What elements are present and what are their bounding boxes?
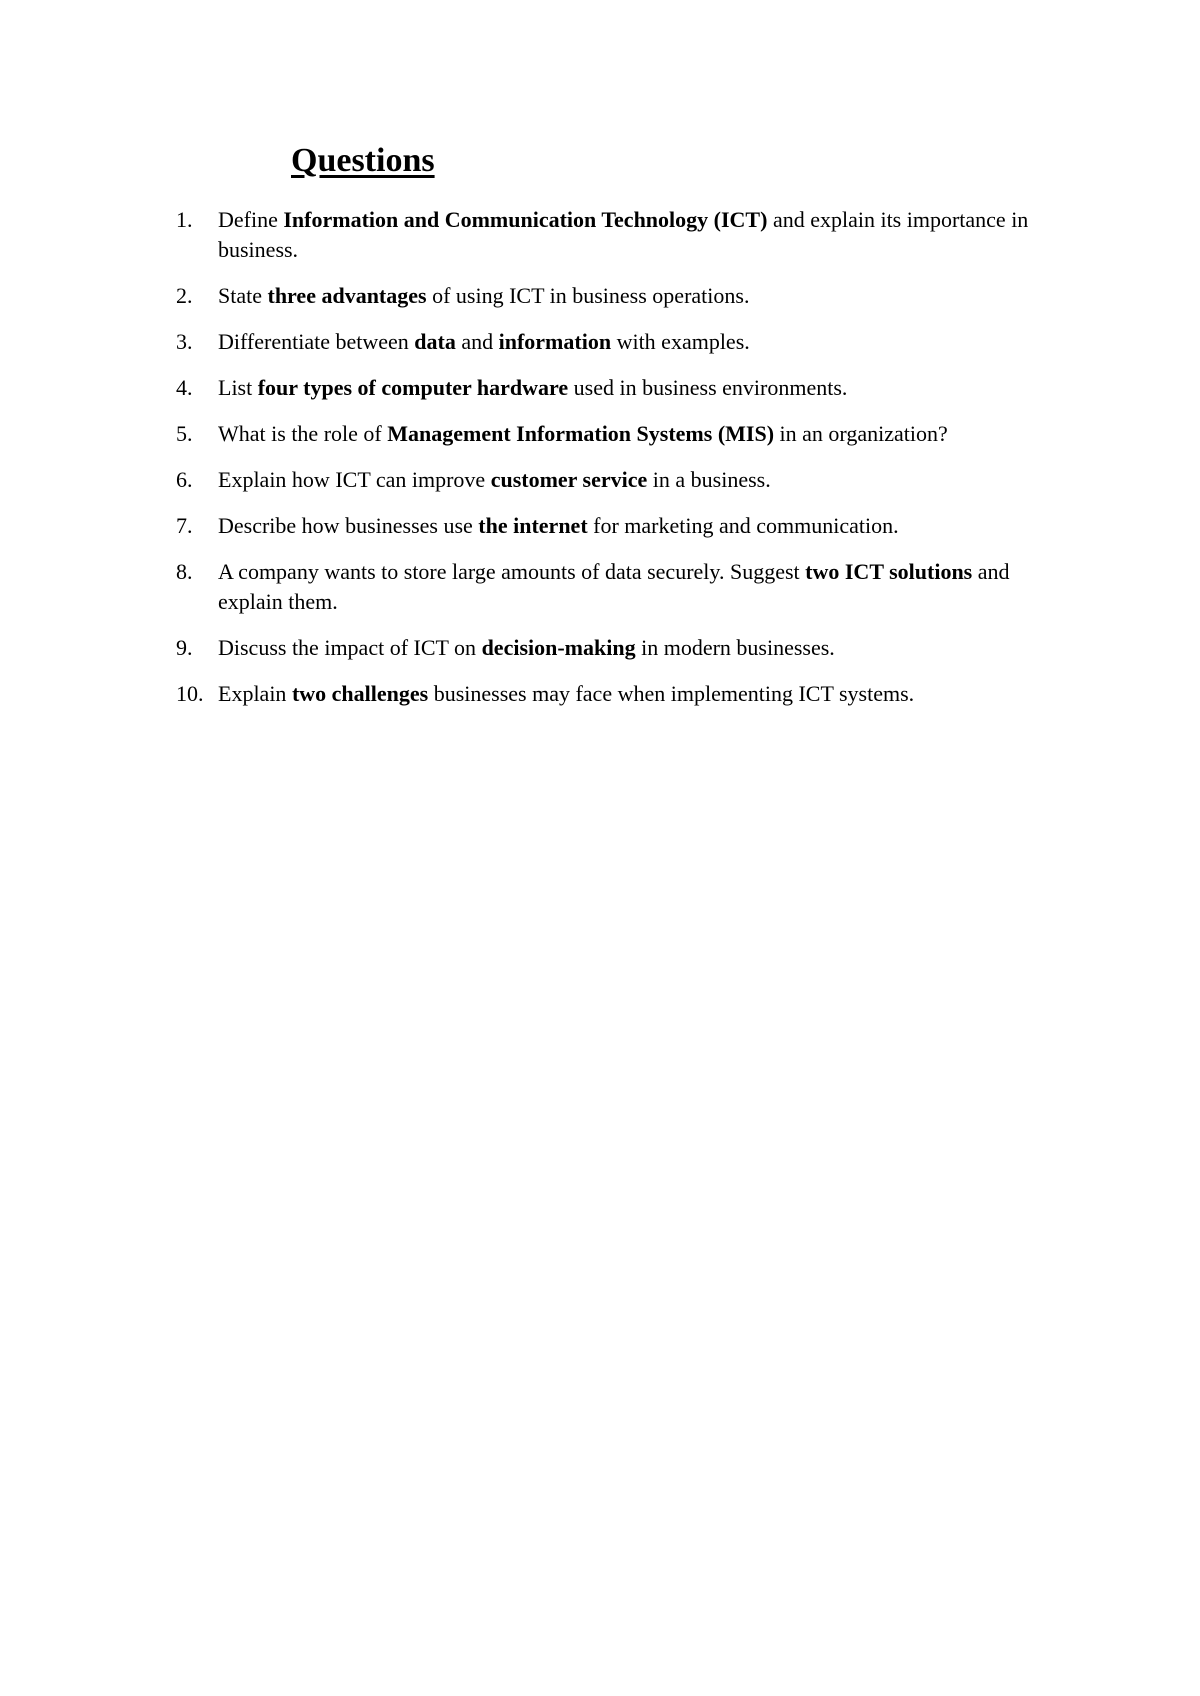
question-text-segment: List	[218, 375, 258, 400]
question-text-segment: A company wants to store large amounts of data securely. Suggest	[218, 559, 806, 584]
question-text-segment: and explain its importance in business.	[218, 207, 1029, 262]
question-item	[176, 419, 1076, 449]
question-keyword: Management Information Systems (MIS)	[387, 421, 775, 446]
question-number: 10.	[176, 681, 204, 706]
question-keyword: three advantages	[267, 283, 427, 308]
question-text-segment: in an organization?	[774, 421, 948, 446]
question-text-segment: Explain	[218, 681, 292, 706]
question-item	[176, 679, 1076, 709]
question-number: 1.	[176, 207, 193, 232]
question-text-segment: Discuss the impact of ICT on	[218, 635, 482, 660]
question-keyword: decision-making	[481, 635, 636, 660]
questions-heading: Questions	[291, 142, 435, 179]
question-text-segment: in modern businesses.	[635, 635, 835, 660]
question-text	[218, 207, 1028, 262]
question-text-segment: in a business.	[647, 467, 771, 492]
question-text-segment: Define	[218, 207, 284, 232]
question-text-segment: with examples.	[611, 329, 750, 354]
question-number: 8.	[176, 559, 193, 584]
question-number: 3.	[176, 329, 193, 354]
question-keyword: the internet	[478, 513, 588, 538]
question-text	[218, 375, 847, 400]
question-text-segment: Explain how ICT can improve	[218, 467, 491, 492]
question-text	[218, 513, 899, 538]
question-text	[218, 559, 1010, 614]
question-text-segment: and explain them.	[218, 559, 1010, 614]
question-number: 6.	[176, 467, 193, 492]
question-item	[176, 557, 1076, 617]
question-item	[176, 327, 1076, 357]
question-text	[218, 283, 749, 308]
question-keyword: data	[414, 329, 456, 354]
question-text	[218, 329, 750, 354]
question-text-segment: State	[218, 283, 268, 308]
question-text-segment: and	[455, 329, 499, 354]
question-item	[176, 511, 1076, 541]
question-text	[218, 467, 771, 492]
question-item	[176, 633, 1076, 663]
question-item	[176, 373, 1076, 403]
question-item	[176, 465, 1076, 495]
question-text-segment: Differentiate between	[218, 329, 415, 354]
question-keyword: two ICT solutions	[805, 559, 973, 584]
question-text-segment: used in business environments.	[568, 375, 848, 400]
question-text-segment: for marketing and communication.	[587, 513, 899, 538]
question-keyword: information	[498, 329, 612, 354]
question-text	[218, 421, 948, 446]
question-item	[176, 281, 1076, 311]
question-number: 4.	[176, 375, 193, 400]
question-keyword: customer service	[490, 467, 648, 492]
question-text	[218, 681, 914, 706]
question-keyword: four types of computer hardware	[257, 375, 569, 400]
questions-list	[176, 205, 1076, 725]
question-text-segment: of using ICT in business operations.	[426, 283, 750, 308]
question-item	[176, 205, 1076, 265]
question-text-segment: businesses may face when implementing ICT systems.	[428, 681, 915, 706]
question-text	[218, 635, 835, 660]
question-number: 2.	[176, 283, 193, 308]
question-text-segment: Describe how businesses use	[218, 513, 479, 538]
question-number: 9.	[176, 635, 193, 660]
question-keyword: Information and Communication Technology (ICT)	[283, 207, 768, 232]
question-keyword: two challenges	[291, 681, 429, 706]
question-number: 5.	[176, 421, 193, 446]
question-number: 7.	[176, 513, 193, 538]
question-text-segment: What is the role of	[218, 421, 388, 446]
